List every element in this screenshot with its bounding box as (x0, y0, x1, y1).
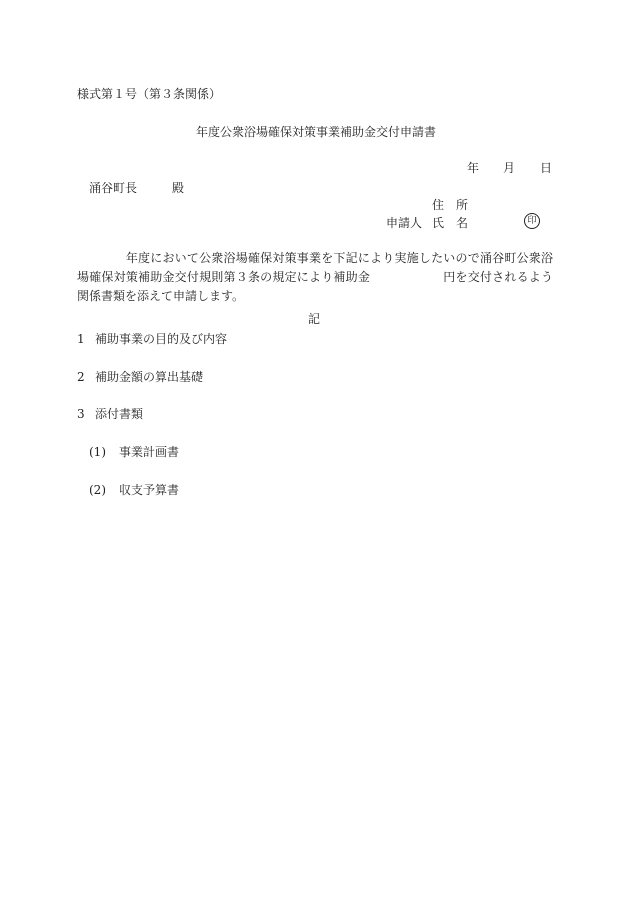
date-day-label: 日 (540, 161, 553, 175)
body-paragraph: 年度において公衆浴場確保対策事業を下記により実施したいので涌谷町公衆浴場確保対策補助金交付規則第３条の規定により補助金 円を交付されるよう関係書類を添えて申請します。 (77, 251, 553, 303)
item-number: 2 (77, 370, 85, 384)
attachment-label: 収支予算書 (119, 483, 180, 497)
addressee: 涌谷町長 (89, 181, 138, 195)
date-month-label: 月 (503, 161, 516, 175)
item-label: 添付書類 (95, 407, 144, 421)
name-label: 氏 名 (432, 216, 469, 230)
attachment-number: (1) (89, 445, 106, 459)
item-label: 補助事業の目的及び内容 (95, 332, 228, 346)
date-year-label: 年 (467, 161, 480, 175)
seal-mark: 印 (524, 213, 540, 229)
ki-heading: 記 (308, 312, 321, 326)
form-number: 様式第１号（第３条関係） (77, 87, 222, 101)
document-title: 年度公衆浴場確保対策事業補助金交付申請書 (196, 125, 437, 139)
item-label: 補助金額の算出基礎 (95, 370, 204, 384)
item-number: 1 (77, 332, 85, 346)
applicant-label: 申請人 (386, 216, 423, 230)
item-number: 3 (77, 407, 85, 421)
attachment-label: 事業計画書 (119, 445, 180, 459)
address-label: 住 所 (432, 198, 469, 212)
honorific: 殿 (172, 181, 185, 195)
attachment-number: (2) (89, 483, 106, 497)
